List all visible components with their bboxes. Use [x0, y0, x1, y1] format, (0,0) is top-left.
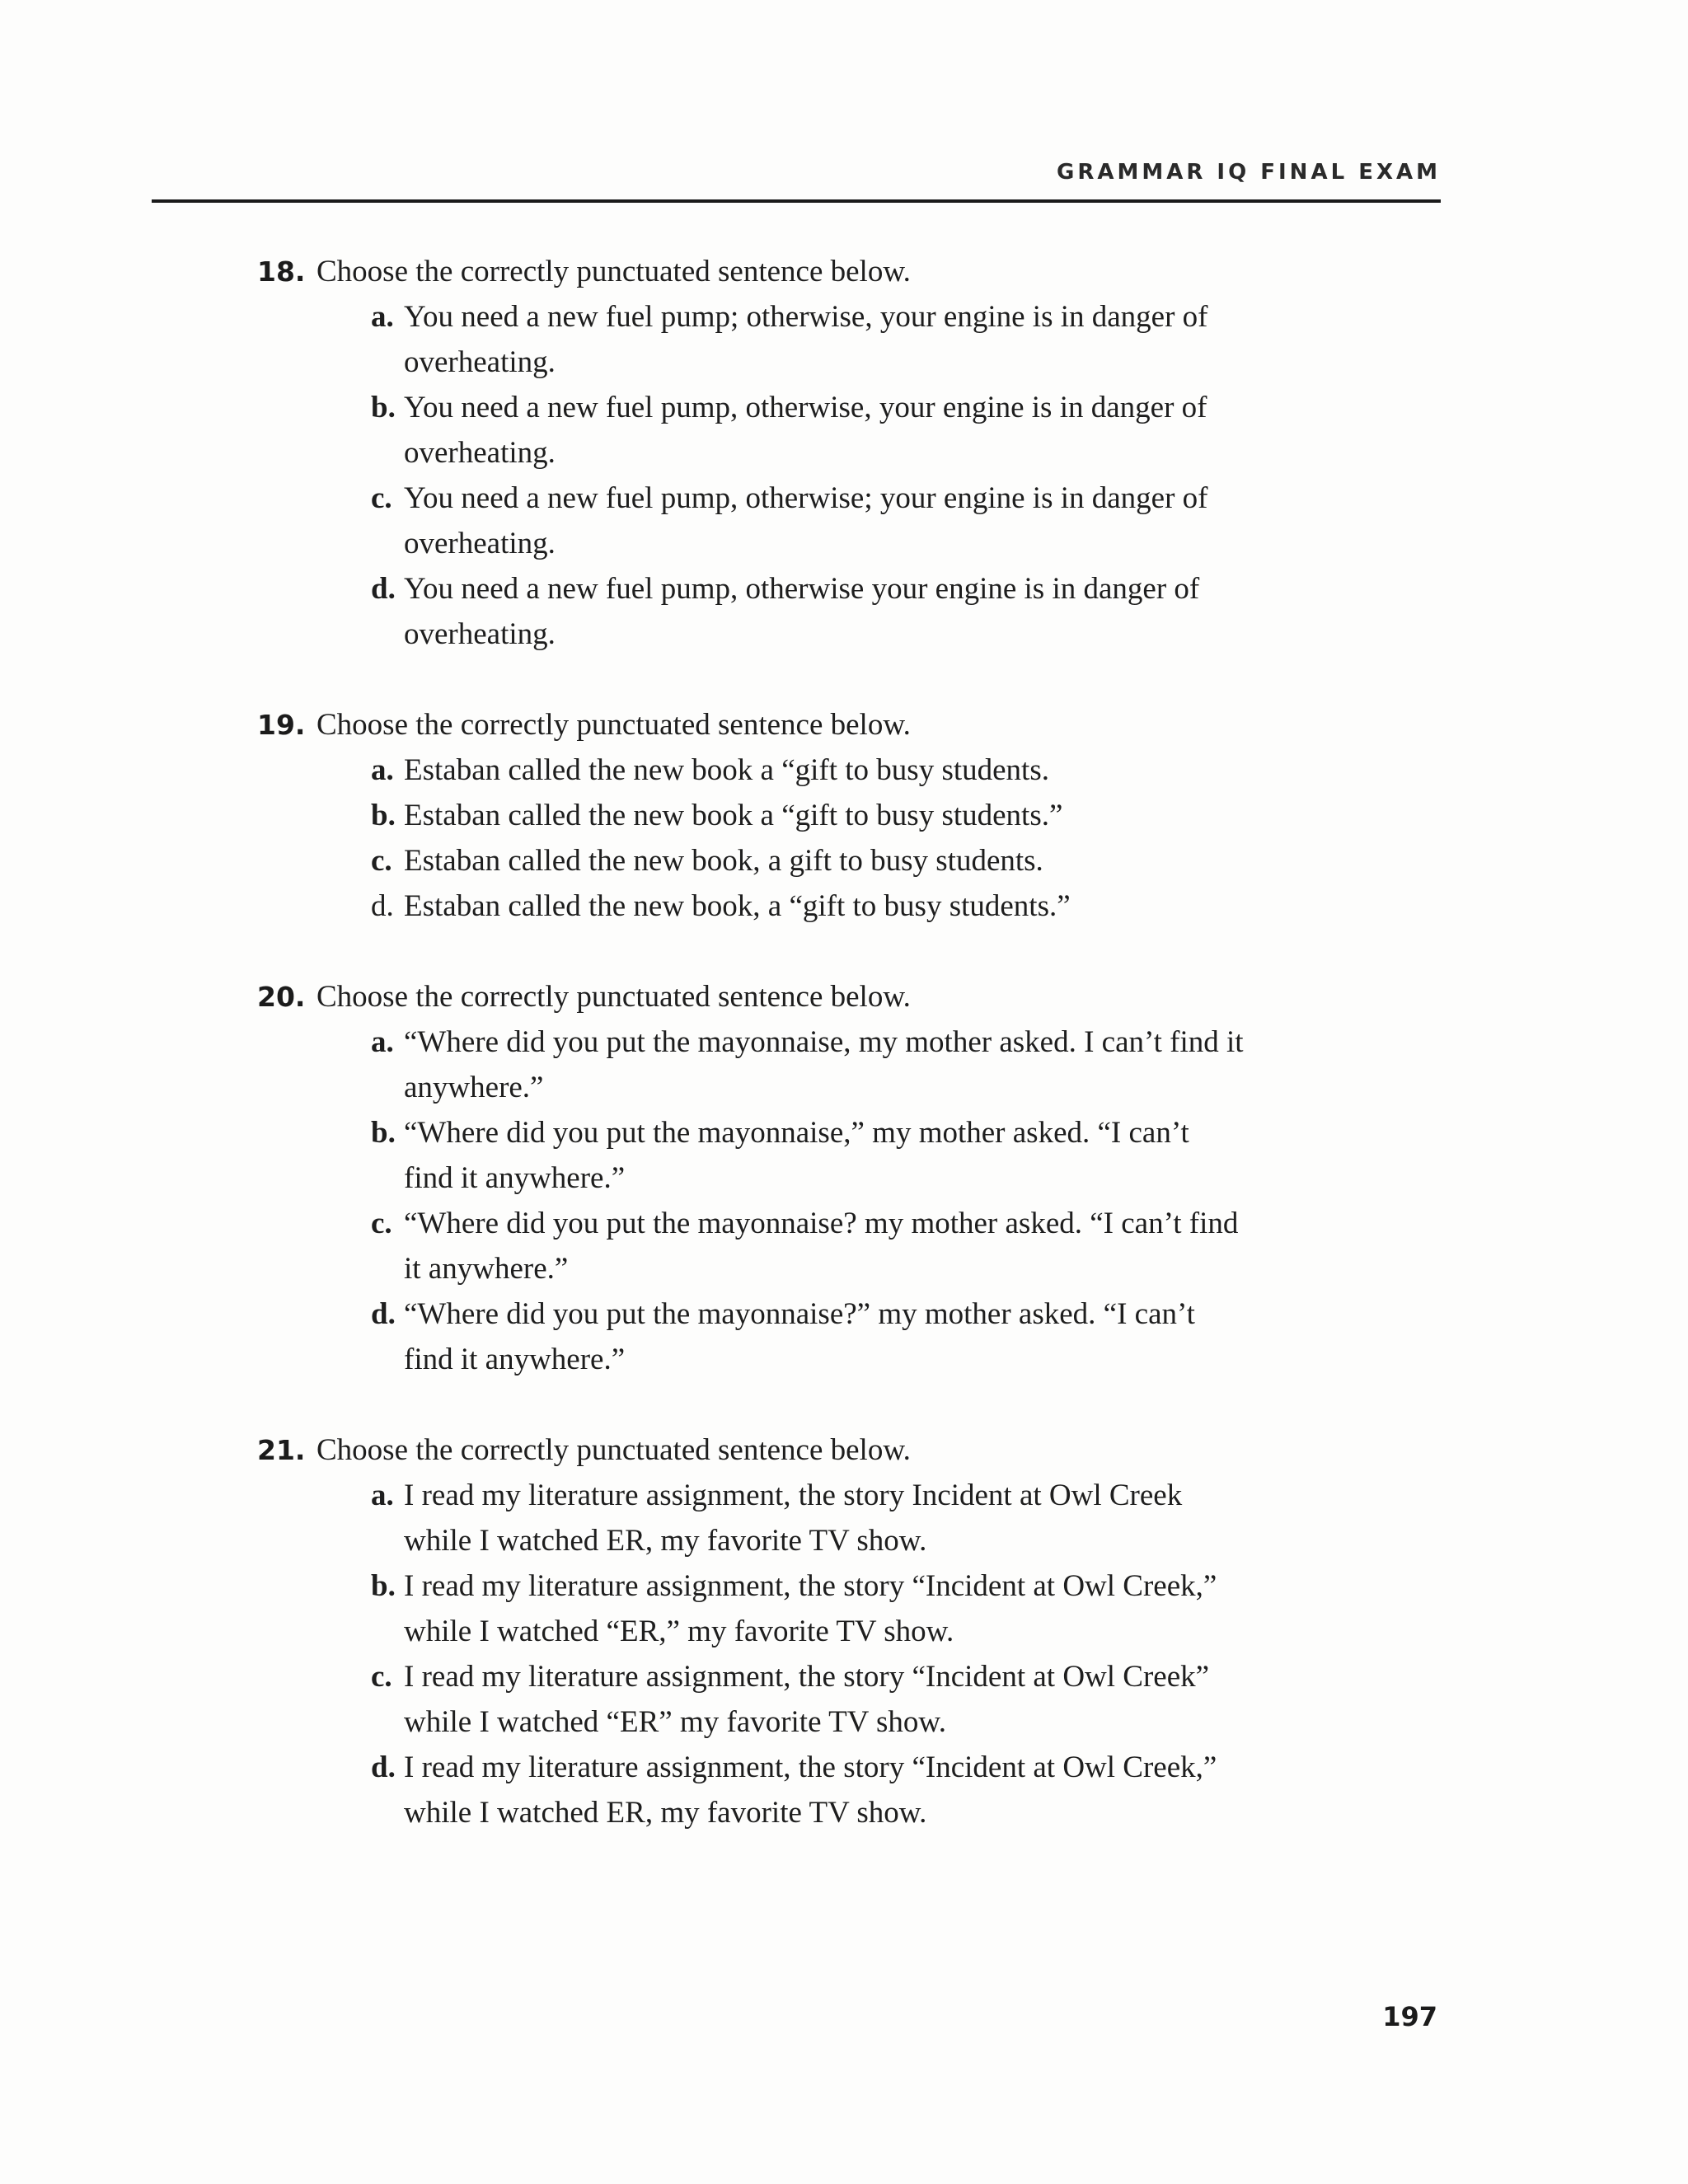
option-text: Estaban called the new book a “gift to busy students. — [404, 753, 1049, 787]
answer-options — [316, 748, 1256, 929]
answer-options — [316, 294, 1256, 657]
answer-option-b[interactable] — [371, 1110, 1256, 1201]
answer-option-b[interactable] — [371, 1563, 1256, 1654]
option-letter: d. — [371, 1297, 396, 1331]
option-letter: b. — [371, 799, 396, 832]
question-prompt: Choose the correctly punctuated sentence below. — [316, 980, 911, 1014]
option-text: I read my literature assignment, the story Incident at Owl Creek while I watched ER, my favorite TV show. — [404, 1479, 1183, 1558]
answer-option-c[interactable] — [371, 1654, 1256, 1745]
option-letter: a. — [371, 300, 394, 334]
option-text: I read my literature assignment, the story “Incident at Owl Creek,” while I watched ER, my favorite TV show. — [404, 1750, 1217, 1830]
question-number: 20. — [257, 981, 306, 1013]
answer-option-d[interactable] — [371, 883, 1256, 929]
question-header — [257, 249, 1256, 294]
option-text: “Where did you put the mayonnaise, my mother asked. I can’t find it anywhere.” — [404, 1025, 1244, 1104]
answer-option-c[interactable] — [371, 476, 1256, 566]
option-letter: d. — [371, 572, 396, 606]
answer-option-d[interactable] — [371, 1745, 1256, 1835]
option-letter: c. — [371, 1207, 392, 1240]
answer-option-b[interactable] — [371, 793, 1256, 838]
answer-option-b[interactable] — [371, 385, 1256, 476]
option-text: Estaban called the new book, a gift to busy students. — [404, 844, 1043, 878]
answer-option-c[interactable] — [371, 838, 1256, 883]
option-text: “Where did you put the mayonnaise,” my mother asked. “I can’t find it anywhere.” — [404, 1116, 1189, 1195]
option-text: I read my literature assignment, the story “Incident at Owl Creek,” while I watched “ER,” my favorite TV show. — [404, 1569, 1217, 1648]
option-text: “Where did you put the mayonnaise? my mother asked. “I can’t find it anywhere.” — [404, 1207, 1239, 1286]
option-letter: c. — [371, 481, 392, 515]
option-letter: d. — [371, 889, 394, 923]
answer-option-d[interactable] — [371, 566, 1256, 657]
question-header — [257, 974, 1256, 1019]
question-header — [257, 1427, 1256, 1473]
question-19 — [257, 702, 1256, 929]
option-letter: b. — [371, 1116, 396, 1150]
answer-option-a[interactable] — [371, 294, 1256, 385]
option-text: You need a new fuel pump, otherwise your engine is in danger of overheating. — [404, 572, 1200, 651]
option-text: Estaban called the new book, a “gift to busy students.” — [404, 889, 1071, 923]
option-letter: a. — [371, 1025, 394, 1059]
option-letter: a. — [371, 1479, 394, 1512]
question-prompt: Choose the correctly punctuated sentence below. — [316, 255, 911, 288]
question-number: 18. — [257, 255, 306, 288]
question-prompt: Choose the correctly punctuated sentence below. — [316, 1433, 911, 1467]
option-letter: c. — [371, 1660, 392, 1694]
option-letter: a. — [371, 753, 394, 787]
header-title: GRAMMAR IQ FINAL EXAM — [1057, 160, 1441, 185]
option-text: Estaban called the new book a “gift to busy students.” — [404, 799, 1063, 832]
option-letter: d. — [371, 1750, 396, 1784]
option-text: You need a new fuel pump; otherwise, your engine is in danger of overheating. — [404, 300, 1208, 379]
option-text: You need a new fuel pump, otherwise, your engine is in danger of overheating. — [404, 391, 1207, 470]
answer-options — [316, 1019, 1256, 1382]
question-20 — [257, 974, 1256, 1382]
question-18 — [257, 249, 1256, 657]
page-number: 197 — [1382, 2001, 1437, 2032]
answer-option-a[interactable] — [371, 748, 1256, 793]
question-21 — [257, 1427, 1256, 1835]
question-header — [257, 702, 1256, 748]
answer-option-a[interactable] — [371, 1473, 1256, 1563]
answer-option-c[interactable] — [371, 1201, 1256, 1291]
option-text: I read my literature assignment, the story “Incident at Owl Creek” while I watched “ER” my favorite TV show. — [404, 1660, 1210, 1739]
option-letter: b. — [371, 1569, 396, 1603]
question-prompt: Choose the correctly punctuated sentence below. — [316, 708, 911, 742]
option-letter: b. — [371, 391, 396, 424]
question-list — [257, 249, 1256, 1881]
answer-options — [316, 1473, 1256, 1835]
option-text: “Where did you put the mayonnaise?” my mother asked. “I can’t find it anywhere.” — [404, 1297, 1195, 1376]
option-text: You need a new fuel pump, otherwise; your engine is in danger of overheating. — [404, 481, 1208, 560]
question-number: 21. — [257, 1434, 306, 1466]
option-letter: c. — [371, 844, 392, 878]
answer-option-a[interactable] — [371, 1019, 1256, 1110]
running-header — [152, 162, 1441, 203]
answer-option-d[interactable] — [371, 1291, 1256, 1382]
question-number: 19. — [257, 709, 306, 741]
